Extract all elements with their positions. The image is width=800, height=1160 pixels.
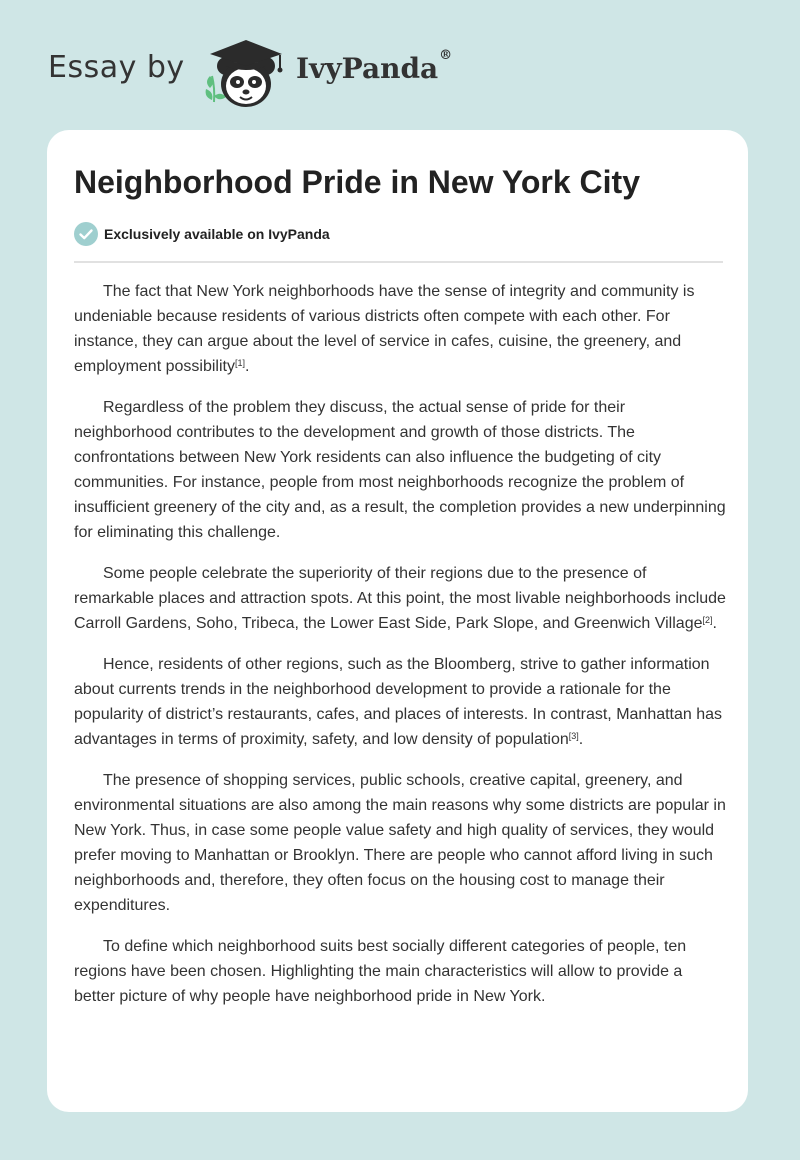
site-header — [0, 0, 800, 130]
check-circle-icon — [74, 222, 98, 246]
paragraph-end: . — [578, 731, 584, 748]
paragraph-text: Hence, residents of other regions, such as the Bloomberg, strive to gather information about currents trends in the neighborhood development to provide a rationale for the popularity of district’s restaurants, cafes, and places of interests. In contrast, Manhattan has advantages in terms of proximity, safety, and low density of population — [74, 656, 723, 748]
paragraph-text: The fact that New York neighborhoods have the sense of integrity and community is undeniable because residents of various districts often compete with each other. For instance, they can argue about the level of service in cafes, cuisine, the greenery, and employment possibility — [74, 283, 695, 375]
brand-name-text: IvyPanda — [296, 52, 439, 85]
essay-body — [74, 279, 726, 1025]
page-title: Neighborhood Pride in New York City — [74, 164, 640, 200]
badge-label: Exclusively available on IvyPanda — [104, 226, 330, 242]
reference-link[interactable]: [2] — [702, 615, 713, 625]
reference-link[interactable]: [1] — [234, 358, 245, 368]
paragraph — [74, 768, 726, 918]
paragraph — [74, 395, 726, 545]
exclusive-badge — [74, 221, 330, 247]
paragraph — [74, 561, 726, 636]
paragraph — [74, 934, 726, 1009]
paragraph-text: Regardless of the problem they discuss, the actual sense of pride for their neighborhood contributes to the development and growth of those districts. The confrontations between New York residents can also influence the budgeting of city communities. For instance, people from most neighborhoods recognize the problem of insufficient greenery of the city and, as a result, the completion provides a new underpinning for eliminating this challenge. — [74, 399, 726, 541]
registered-mark: ® — [439, 48, 453, 63]
paragraph-text: Some people celebrate the superiority of their regions due to the presence of remarkable places and attraction spots. At this point, the most livable neighborhoods include Carroll Gardens, Soho, Tribeca, the Lower East Side, Park Slope, and Greenwich Village — [74, 565, 726, 632]
paragraph-end: . — [712, 615, 717, 632]
paragraph-end: . — [244, 358, 250, 375]
paragraph — [74, 652, 726, 752]
panda-logo-icon[interactable] — [200, 36, 292, 110]
paragraph-text: To define which neighborhood suits best socially different categories of people, ten regions have been chosen. Highlighting the main characteristics will allow to provide a better picture of why people have neighborhood pride in New York. — [74, 938, 687, 1005]
reference-link[interactable]: [3] — [568, 731, 579, 741]
divider — [74, 261, 723, 263]
brand-prefix: Essay by — [48, 50, 185, 85]
essay-card — [47, 130, 748, 1112]
paragraph — [74, 279, 726, 379]
brand-name[interactable] — [296, 48, 453, 85]
paragraph-text: The presence of shopping services, public schools, creative capital, greenery, and environmental situations are also among the main reasons why some districts are popular in New York. Thus, in case some people value safety and high quality of services, they would prefer moving to Manhattan or Brooklyn. There are people who cannot afford living in such neighborhoods and, therefore, they often focus on the housing cost to manage their expenditures. — [74, 772, 726, 914]
